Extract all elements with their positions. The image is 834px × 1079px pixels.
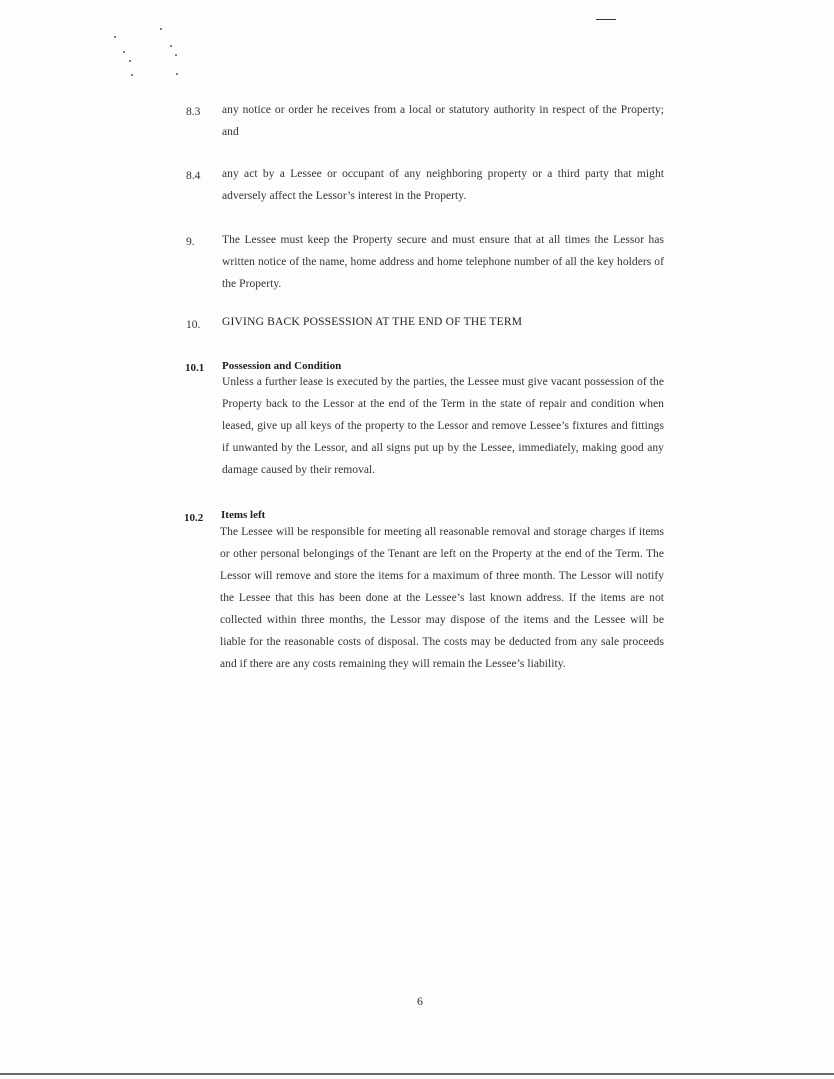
scan-speck (175, 54, 177, 56)
clause-10-1-text: Unless a further lease is executed by the parties, the Lessee must give vacant possession of the Property back to the Lessor at the end of the Term in the state of repair and condition when leased, give up all keys of the property to the Lessor and remove Lessee’s fixtures and fittings if unwanted by the Lessor, and all signs put up by the Lessee, immediately, making good any damage caused by their removal. (222, 376, 664, 476)
scan-speck (129, 60, 131, 62)
scan-speck (160, 28, 162, 30)
page-number: 6 (417, 994, 423, 1008)
clause-10-2-title: Items left (221, 509, 266, 521)
clause-10-heading: GIVING BACK POSSESSION AT THE END OF THE TERM (222, 316, 523, 328)
clause-8-4-text: any act by a Lessee or occupant of any neighboring property or a third party that might adversely affect the Lessor’s interest in the Property. (222, 168, 664, 202)
clause-10-2-text: The Lessee will be responsible for meeting all reasonable removal and storage charges if items or other personal belongings of the Tenant are left on the Property at the end of the Term. The Lessor will remove and store the items for a maximum of three month. The Lessor will notify the Lessee that this has been done at the Lessee’s last known address. If the items are not collected within three months, the Lessor may dispose of the items and the Lessee will be liable for the reasonable costs of disposal. The costs may be deducted from any sale proceeds and if there are any costs remaining they will remain the Lessee’s liability. (220, 526, 664, 670)
clause-8-3-number: 8.3 (186, 106, 201, 118)
clause-10-number: 10. (186, 319, 201, 331)
clause-8-3-text: any notice or order he receives from a local or statutory authority in respect of the Property; and (222, 104, 664, 138)
clause-10-1-number: 10.1 (185, 362, 205, 374)
scan-speck (123, 51, 125, 53)
clause-8-4-number: 8.4 (186, 170, 201, 182)
scan-speck (131, 74, 133, 76)
clause-10-1-title: Possession and Condition (222, 360, 342, 372)
top-dash-mark (596, 19, 616, 20)
clause-10-2-number: 10.2 (184, 512, 204, 524)
scan-speck (170, 45, 172, 47)
bottom-edge-rule (0, 1073, 834, 1075)
scan-speck (114, 36, 116, 38)
scan-speck (176, 73, 178, 75)
clause-9-number: 9. (186, 236, 195, 248)
clause-9-text: The Lessee must keep the Property secure and must ensure that at all times the Lessor has written notice of the name, home address and home telephone number of all the key holders of the Property. (222, 234, 664, 290)
